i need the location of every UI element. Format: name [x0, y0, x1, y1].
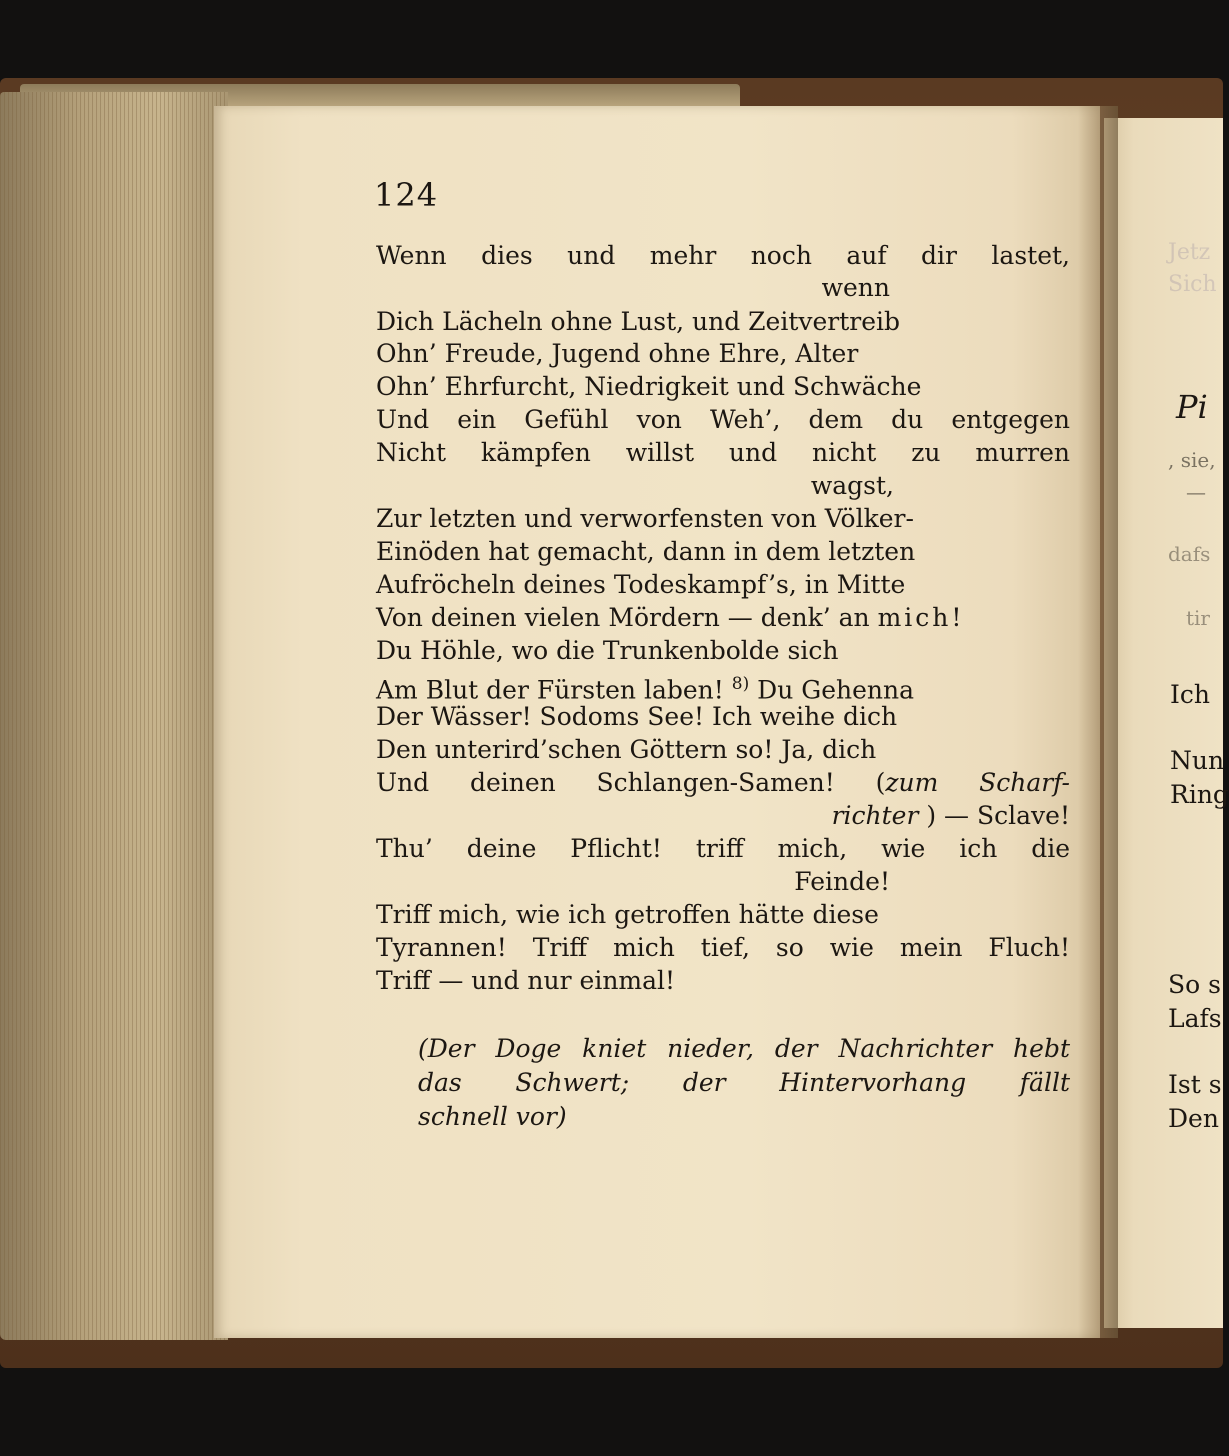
- verse-line: Zur letzten und verworfensten von Völker-: [376, 504, 914, 533]
- right-page-heading: Pi: [1176, 388, 1208, 426]
- verse-line: [376, 800, 1070, 832]
- verse-line: Du Höhle, wo die Trunkenbolde sich: [376, 636, 839, 665]
- bleed-through: Sich: [1168, 272, 1217, 297]
- verse-line: Ohn’ Ehrfurcht, Niedrigkeit und Schwäche: [376, 372, 922, 401]
- right-page-line: Lafs: [1168, 1004, 1222, 1033]
- stage-direction-line: schnell vor): [418, 1102, 567, 1131]
- right-page-fragment: —: [1186, 480, 1206, 504]
- verse-line: [376, 767, 1070, 799]
- gutter-shadow: [1078, 106, 1118, 1338]
- page-edges: [0, 92, 228, 1340]
- page-number: 124: [374, 176, 439, 214]
- verse-line: Triff — und nur einmal!: [376, 966, 676, 995]
- verse-line: Der Wässer! Sodoms See! Ich weihe dich: [376, 702, 898, 731]
- verse-line: Den unterird’schen Göttern so! Ja, dich: [376, 735, 877, 764]
- stage-direction-line: (Der Doge kniet nieder, der Nachrichter hebt: [418, 1034, 1070, 1063]
- verse-text: ) — Sclave!: [926, 801, 1070, 830]
- stage-direction-line: das Schwert; der Hintervorhang fällt: [418, 1068, 1070, 1097]
- verse-text: Und deinen Schlangen-Samen! (: [376, 768, 886, 797]
- verse-text: Von deinen vielen Mördern — denk’ an: [376, 603, 878, 632]
- verse-line: Und ein Gefühl von Weh’, dem du entgegen: [376, 405, 1070, 434]
- right-page-fragment: tir: [1186, 606, 1210, 630]
- right-page-line: Ring: [1170, 780, 1229, 809]
- verse-line: Feinde!: [794, 867, 890, 896]
- right-page: [1104, 118, 1223, 1328]
- verse-line: Nicht kämpfen willst und nicht zu murren: [376, 438, 1070, 467]
- verse-line: Aufröcheln deines Todeskampf’s, in Mitte: [376, 570, 906, 599]
- verse-line: wagst,: [810, 471, 894, 500]
- verse-line: [376, 602, 1070, 634]
- right-page-line: Ist s: [1168, 1070, 1222, 1099]
- stage-inline: richter: [831, 801, 919, 830]
- right-page-fragment: dafs: [1168, 542, 1211, 566]
- verse-text: Du Gehenna: [749, 675, 915, 705]
- verse-line: wenn: [821, 273, 890, 302]
- right-page-fragment: , sie,: [1168, 448, 1216, 472]
- right-page-line: Ich: [1170, 680, 1210, 709]
- verse-line: Ohn’ Freude, Jugend ohne Ehre, Alter: [376, 339, 859, 368]
- verse-line: Tyrannen! Triff mich tief, so wie mein Fluch!: [376, 933, 1070, 962]
- bleed-through: Jetz: [1168, 240, 1211, 265]
- right-page-line: Nun: [1170, 746, 1225, 775]
- emphasis: mich!: [877, 603, 965, 632]
- right-page-line: So s: [1168, 970, 1221, 999]
- right-page-line: Den: [1168, 1104, 1219, 1133]
- stage-inline: zum Scharf-: [885, 768, 1070, 797]
- verse-line: Wenn dies und mehr noch auf dir lastet,: [376, 241, 1070, 270]
- verse-line: Triff mich, wie ich getroffen hätte diese: [376, 900, 879, 929]
- footnote-marker: 8): [731, 674, 750, 694]
- verse-line: Einöden hat gemacht, dann in dem letzten: [376, 537, 916, 566]
- verse-line: Dich Lächeln ohne Lust, und Zeitvertreib: [376, 307, 901, 336]
- verse-text: Am Blut der Fürsten laben!: [376, 675, 724, 705]
- verse-line: Thu’ deine Pflicht! triff mich, wie ich die: [376, 834, 1070, 863]
